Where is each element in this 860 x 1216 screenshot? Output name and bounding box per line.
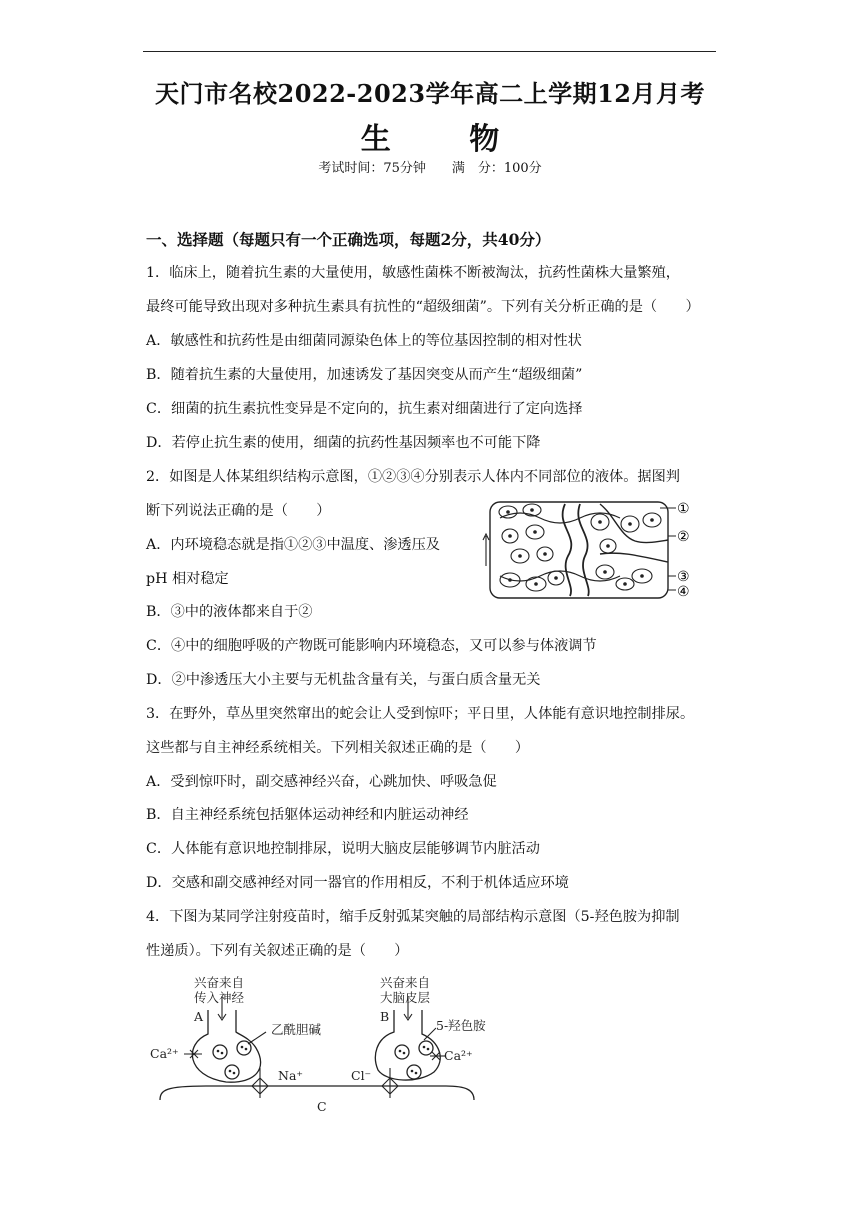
- section-heading: 一、选择题（每题只有一个正确选项，每题2分，共40分）: [146, 230, 551, 249]
- q2-option-b: B．③中的液体都来自于②: [146, 604, 313, 620]
- fig-label-4: ④: [677, 584, 690, 600]
- q1-option-b: B．随着抗生素的大量使用，加速诱发了基因突变从而产生“超级细菌”: [146, 367, 583, 383]
- q3-option-c: C．人体能有意识地控制排尿，说明大脑皮层能够调节内脏活动: [146, 841, 540, 857]
- tissue-structure-figure: [480, 496, 700, 602]
- q3-stem-line1: 3．在野外，草丛里突然窜出的蛇会让人受到惊吓；平日里，人体能有意识地控制排尿。: [146, 706, 695, 722]
- subject-title: 生 物: [360, 122, 534, 157]
- exam-meta: 考试时间：75分钟 满 分：100分: [318, 161, 542, 176]
- fig-a-source-line1: 兴奋来自: [194, 975, 245, 990]
- header-rule: [143, 51, 716, 52]
- q1-option-c: C．细菌的抗生素抗性变异是不定向的，抗生素对细菌进行了定向选择: [146, 401, 583, 417]
- q2-stem-line2: 断下列说法正确的是（ ）: [146, 503, 331, 519]
- q3-option-b: B．自主神经系统包括躯体运动神经和内脏运动神经: [146, 807, 469, 823]
- fig-b-source-line2: 大脑皮层: [380, 990, 431, 1005]
- q4-stem-line1: 4．下图为某同学注射疫苗时，缩手反射弧某突触的局部结构示意图（5-羟色胺为抑制: [146, 909, 680, 925]
- fig-label-2: ②: [677, 529, 690, 545]
- fig-na-label: Na⁺: [278, 1068, 303, 1083]
- fig-ca-right-label: Ca²⁺: [444, 1048, 473, 1063]
- q3-stem-line2: 这些都与自主神经系统相关。下列相关叙述正确的是（ ）: [146, 740, 530, 756]
- q1-stem-line2: 最终可能导致出现对多种抗生素具有抗性的“超级细菌”。下列有关分析正确的是（ ）: [146, 299, 700, 315]
- fig-b-source-line1: 兴奋来自: [380, 975, 431, 990]
- q4-stem-line2: 性递质）。下列有关叙述正确的是（ ）: [146, 943, 409, 959]
- q2-option-a-line2: pH 相对稳定: [146, 571, 229, 587]
- fig-serotonin-label: 5-羟色胺: [436, 1018, 486, 1033]
- q2-option-c: C．④中的细胞呼吸的产物既可能影响内环境稳态，又可以参与体液调节: [146, 638, 597, 654]
- q2-option-a-line1: A．内环境稳态就是指①②③中温度、渗透压及: [146, 537, 440, 553]
- q3-option-d: D．交感和副交感神经对同一器官的作用相反，不利于机体适应环境: [146, 875, 569, 891]
- q2-stem-line1: 2．如图是人体某组织结构示意图，①②③④分别表示人体内不同部位的液体。据图判: [146, 469, 680, 485]
- fig-ca-left-label: Ca²⁺: [150, 1046, 179, 1061]
- fig-ach-label: 乙酰胆碱: [271, 1022, 322, 1037]
- fig-c-label: C: [317, 1099, 327, 1114]
- q1-stem-line1: 1．临床上，随着抗生素的大量使用，敏感性菌株不断被淘汰，抗药性菌株大量繁殖，: [146, 265, 680, 281]
- synapse-structure-figure: [146, 972, 486, 1117]
- exam-title: 天门市名校2022-2023学年高二上学期12月月考: [155, 79, 705, 108]
- fig-label-1: ①: [677, 501, 690, 517]
- fig-a-source-line2: 传入神经: [194, 990, 245, 1005]
- fig-a-label: A: [194, 1009, 204, 1024]
- q1-option-d: D．若停止抗生素的使用，细菌的抗药性基因频率也不可能下降: [146, 435, 541, 451]
- q2-option-d: D．②中渗透压大小主要与无机盐含量有关，与蛋白质含量无关: [146, 672, 541, 688]
- fig-cl-label: Cl⁻: [351, 1068, 372, 1083]
- q3-option-a: A．受到惊吓时，副交感神经兴奋，心跳加快、呼吸急促: [146, 774, 497, 790]
- fig-label-3: ③: [677, 569, 690, 585]
- q1-option-a: A．敏感性和抗药性是由细菌同源染色体上的等位基因控制的相对性状: [146, 333, 582, 349]
- fig-b-label: B: [380, 1009, 390, 1024]
